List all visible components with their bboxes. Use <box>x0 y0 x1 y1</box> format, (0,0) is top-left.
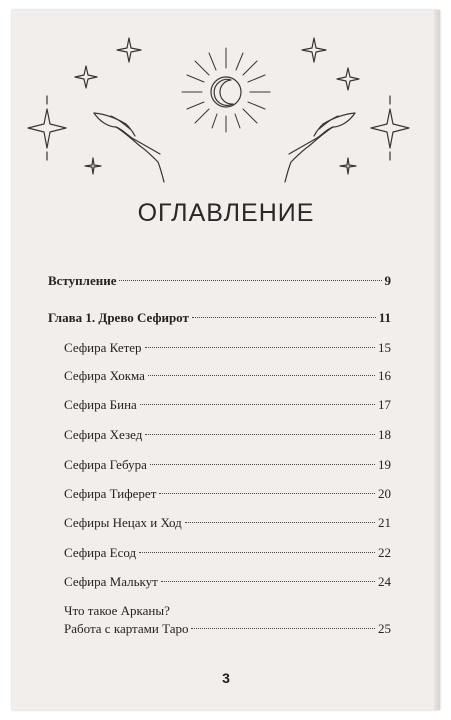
dot-leader <box>148 375 375 376</box>
sparkle-star-icon <box>85 158 101 174</box>
toc-entry-page: 25 <box>378 621 391 636</box>
sparkle-star-icon <box>340 158 356 174</box>
toc-entry-page: 18 <box>378 427 391 442</box>
toc-entry-title: Сефира Кетер <box>64 340 142 355</box>
praying-hand-icon <box>285 113 355 182</box>
toc-entry-page: 17 <box>378 397 391 412</box>
toc-entry-page: 9 <box>384 273 391 288</box>
toc-entry-page: 19 <box>378 457 391 472</box>
toc-entry <box>64 573 391 591</box>
toc-entry-page: 24 <box>378 574 391 589</box>
dot-leader <box>140 404 375 405</box>
sparkle-star-icon <box>371 96 409 160</box>
toc-entry-title: Вступление <box>48 273 117 288</box>
sparkle-star-icon <box>28 96 66 160</box>
toc-entry <box>64 456 391 474</box>
sparkle-star-icon <box>302 38 326 62</box>
toc-entry-page: 11 <box>378 310 391 325</box>
header-ornament <box>12 10 440 200</box>
sparkle-star-icon <box>75 66 97 88</box>
dot-leader <box>185 522 375 523</box>
toc-entry-title: Сефира Хокма <box>64 368 145 383</box>
toc-entry-title: Сефира Тиферет <box>64 486 157 501</box>
toc-entry <box>64 514 391 532</box>
toc-entry-title: Сефира Гебура <box>64 457 147 472</box>
toc-entry-page: 21 <box>378 515 391 530</box>
toc-entry-title: Что такое Арканы? <box>64 603 170 618</box>
toc-entry-title: Сефира Есод <box>64 545 137 560</box>
page-number: 3 <box>222 670 230 686</box>
toc-entry <box>64 396 391 414</box>
toc-entry <box>64 620 391 638</box>
toc-entry <box>48 309 391 327</box>
toc-entry-page: 20 <box>378 486 391 501</box>
dot-leader <box>145 347 375 348</box>
book-page <box>12 10 440 710</box>
dot-leader <box>192 317 376 318</box>
dot-leader <box>139 552 375 553</box>
toc-entry-title: Сефиры Нецах и Ход <box>64 515 182 530</box>
sparkle-star-icon <box>337 68 359 90</box>
toc-entry <box>64 544 391 562</box>
sun-moon-icon <box>182 48 270 132</box>
dot-leader <box>159 493 375 494</box>
toc-entry-title: Сефира Бина <box>64 397 137 412</box>
toc-entry <box>64 339 391 357</box>
sparkle-star-icon <box>117 38 141 62</box>
toc-entry <box>64 485 391 503</box>
toc-entry-title: Сефира Малькут <box>64 574 158 589</box>
dot-leader <box>191 628 375 629</box>
dot-leader <box>150 464 375 465</box>
toc-entry-page: 15 <box>378 340 391 355</box>
dot-leader <box>145 434 375 435</box>
toc-entry <box>48 272 391 290</box>
page-title: ОГЛАВЛЕНИЕ <box>137 199 315 227</box>
toc-entry <box>64 367 391 385</box>
toc-entry-page: 16 <box>378 368 391 383</box>
dot-leader <box>119 280 381 281</box>
toc-entry-title: Работа с картами Таро <box>64 621 189 636</box>
dot-leader <box>161 581 375 582</box>
toc-entry <box>64 602 407 620</box>
toc-entry-page: 22 <box>378 545 391 560</box>
toc-entry-title: Глава 1. Древо Сефирот <box>48 310 189 325</box>
toc-entry <box>64 426 391 444</box>
praying-hand-icon <box>94 113 164 182</box>
toc-entry-title: Сефира Хезед <box>64 427 143 442</box>
